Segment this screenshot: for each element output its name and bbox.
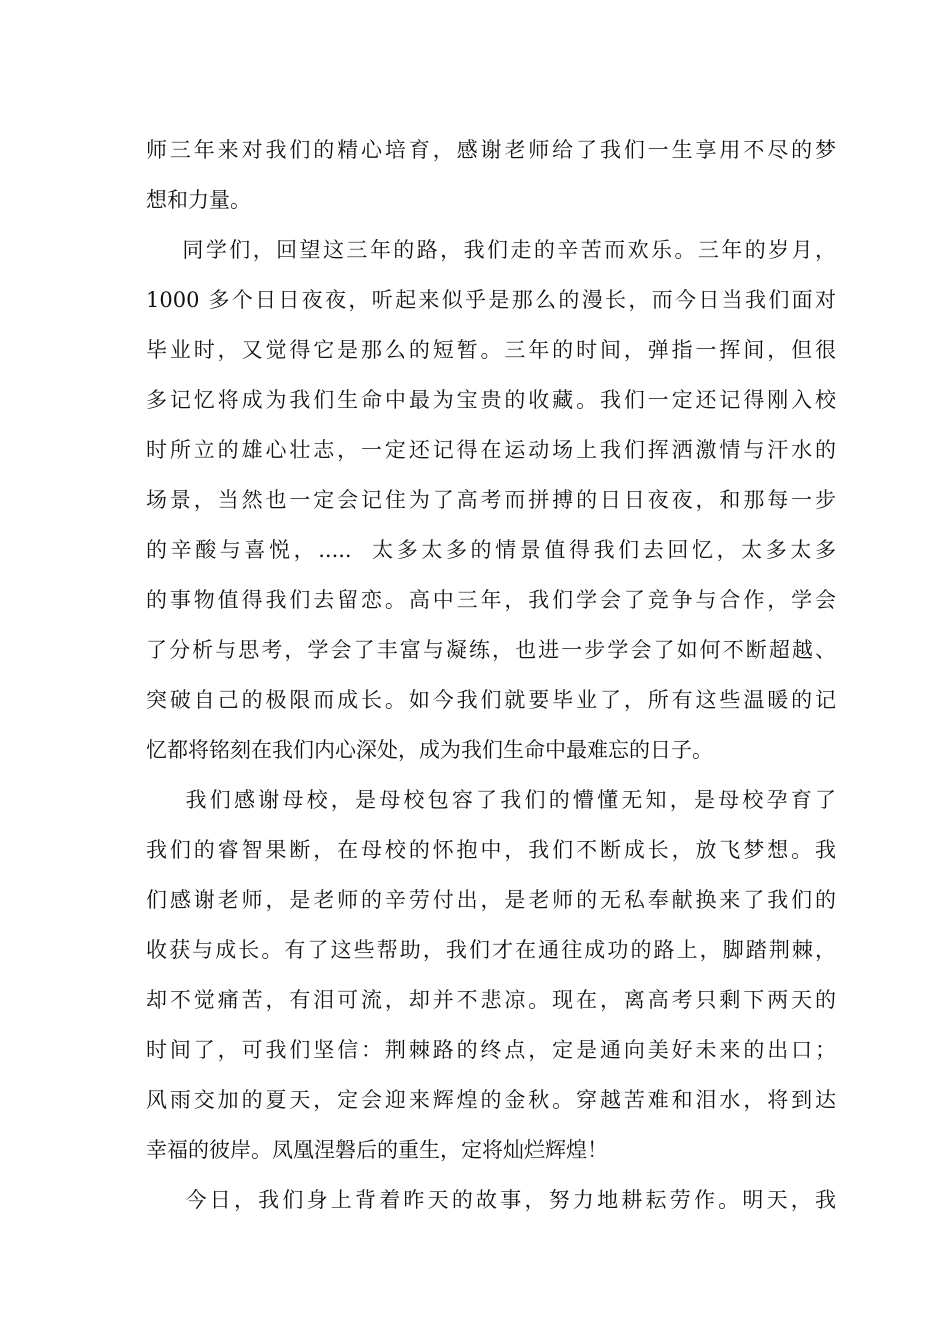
paragraph: [146, 125, 836, 225]
text-line: 同学们，回望这三年的路，我们走的辛苦而欢乐。三年的岁月，: [146, 238, 836, 262]
text-line: 们感谢老师，是老师的辛劳付出，是老师的无私奉献换来了我们的: [146, 888, 836, 912]
text-line: 多记忆将成为我们生命中最为宝贵的收藏。我们一定还记得刚入校: [146, 388, 836, 412]
text-line: 场景，当然也一定会记住为了高考而拼搏的日日夜夜，和那每一步: [146, 488, 836, 512]
text-line: 的辛酸与喜悦，..... 太多太多的情景值得我们去回忆，太多太多: [146, 538, 836, 562]
text-line: 幸福的彼岸。凤凰涅磐后的重生，定将灿烂辉煌！: [146, 1138, 608, 1162]
text-line: 毕业时，又觉得它是那么的短暂。三年的时间，弹指一挥间，但很: [146, 338, 836, 362]
document-body: [146, 125, 836, 1225]
paragraph: [146, 225, 836, 775]
text-line: 1000 多个日日夜夜，听起来似乎是那么的漫长，而今日当我们面对: [146, 288, 836, 312]
text-line: 风雨交加的夏天，定会迎来辉煌的金秋。穿越苦难和泪水，将到达: [146, 1088, 836, 1112]
text-line: 师三年来对我们的精心培育，感谢老师给了我们一生享用不尽的梦: [146, 138, 836, 162]
text-line: 收获与成长。有了这些帮助，我们才在通往成功的路上，脚踏荆棘，: [146, 938, 836, 962]
text-line: 突破自己的极限而成长。如今我们就要毕业了，所有这些温暖的记: [146, 688, 836, 712]
text-line: 时间了，可我们坚信：荆棘路的终点，定是通向美好未来的出口；: [146, 1038, 836, 1062]
text-line: 时所立的雄心壮志，一定还记得在运动场上我们挥洒激情与汗水的: [146, 438, 836, 462]
text-line: 今日，我们身上背着昨天的故事，努力地耕耘劳作。明天，我: [146, 1188, 836, 1212]
paragraph: [146, 775, 836, 1175]
text-line: 我们感谢母校，是母校包容了我们的懵懂无知，是母校孕育了: [146, 788, 836, 812]
text-line: 我们的睿智果断，在母校的怀抱中，我们不断成长，放飞梦想。我: [146, 838, 836, 862]
text-line: 想和力量。: [146, 188, 251, 212]
text-line: 忆都将铭刻在我们内心深处，成为我们生命中最难忘的日子。: [146, 738, 713, 762]
text-line: 的事物值得我们去留恋。高中三年，我们学会了竞争与合作，学会: [146, 588, 836, 612]
text-line: 却不觉痛苦，有泪可流，却并不悲凉。现在，离高考只剩下两天的: [146, 988, 836, 1012]
text-line: 了分析与思考，学会了丰富与凝练，也进一步学会了如何不断超越、: [146, 638, 836, 662]
paragraph: [146, 1175, 836, 1225]
